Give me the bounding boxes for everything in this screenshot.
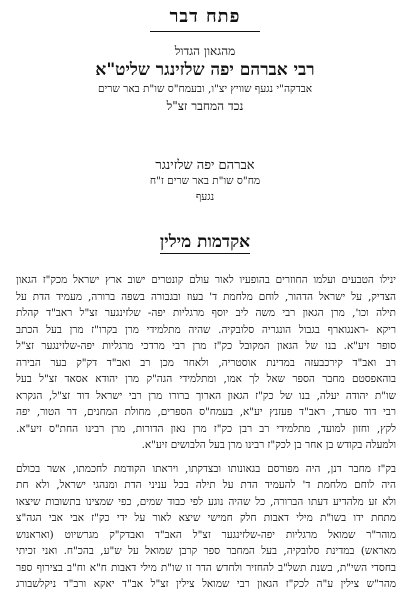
author-position: אבדקה"י נגעף שוויץ יצ"ו, ובעמח"ס שו"ת באר שרים [97,83,313,95]
signature-name: אברהם יפה שלזינגר [155,158,255,173]
section-heading [0,232,410,252]
body-line: הצדיק, על ישראל הדהור, לוחם מלחמת ד' בעוז ובגבורה בשפה ברורה, מעמיד הדת על [16,290,396,303]
body-line: רב ואב"ד קירכבעזה במדינת אוסטריה, ולאחר מכן רב ואב"ד דק"ק בער הבירה [16,356,396,369]
body-text [16,272,396,593]
body-line: תילה וכו', מרן הגאון רבי משה ליב יוסף מרגליות יפה- שלזינגער זצ"ל ראב"ד קהלת [16,307,396,319]
body-line: סופר זיע"א. בנו של הגאון המקובל כק"ז מרן רבי מרדכי מרגליות יפה-שלזינגער זצ"ל [16,340,396,352]
body-line: רבי דוד סערד, ראב"ד פעזנץ יע"א, בעמח"ס הספרים, מחולת המחנים, דר הטור, יפה [16,406,396,418]
signature-title: מח"ס שו"ת באר שרים ז"ח [149,175,261,187]
body-line: לקץ, וחזון למועד, מתלמידי רב רבן כק"ז מרן נאון הדורות, מרן רבינו החת"ס זיע"א. [16,422,396,435]
body-line: מהר"ש צילין ע"ה לכק"ז הגאון רבי שמואל צילין זצ"ל אב"ד יאקא ורב"ד ניקלשבורג [16,578,396,590]
title-underline [150,31,260,32]
body-line: ינילו הטבעים ועלמו החוזרים בהופעיו לאור עולם קונטרים ישוב ארץ ישראל מכק"ז הגאון [16,274,396,286]
body-line: היה לוחם מלחמת ד' להעמיד הדת על תילה בכל עניני הדת ומנהגי ישראל, ולא חת [16,479,396,491]
author-honorific: מהגאון הגדול [174,44,236,58]
body-line: ולא זע מלהדיע דעתו הברורה, כל שהיה נוגע לפי כבוד שמים, כפי שמצינו בתשובות שיצאו [16,495,396,508]
author-name: רבי אברהם יפה שלזינגר שליט"א [95,60,315,80]
section-heading-text: אקדמות מילין [159,232,251,252]
body-line: ולמעלה בקודש בן אחר בן לכק"ז רבינו מרן בעל הלבושים זיע"א. [141,439,396,451]
body-line: בק"ז מחבר דנן, היה מפורסם בגאונותו ובצדקתו, ויראתו הקודמת לחכמתו, אשר בכולם [16,462,396,475]
signature-place: נגעף [195,191,215,203]
author-relation: נכד המחבר זצ"ל [166,99,244,113]
page-title: פתח דבר [169,6,241,27]
body-line: מתחת ידו בשו"ת מילי דאבות חלק חמישי שיצא לאור על ידי כק"ז אבי אבי הגה"צ [16,512,396,524]
body-line: בחסדי השי"ת, בשנת תשל"ב להחזיר ולחדש הדר זו שו"ת מילי דאבות ח"א וח"ב בצירוף ספר [16,561,396,574]
body-line: מאראש) במדינת סלובקיה, בעל המחבר ספר קרבן שמואל על ש"ע, בהכ"ח. ואני זכיתי [16,545,396,557]
body-line: ריקא -ראנגוארף בגבול הונגריה סלובקיה. שהיה מתלמידי מרן בקרו"ז מרן בעל הכתב [16,323,396,336]
paragraph-gap [16,454,396,461]
body-line: שו"ת יהודה יעלה, בנו של כק"ז הגאון הארוך ברורו מרן רבי ישראל דוד זצ"ל, הגקרא [16,389,396,402]
body-line: מוהר"ר שמואל מרגליות יפה-שלזינגער זצ"ל האב"ד ואבדק"ק מגרשיוט (ואראנוש [16,528,396,541]
body-line: בוהאפסטם מחבר הספר שאל לך אמו, ומתלמידי הגה"ק מרן יהודא אסאד זצ"ל בעל [16,373,396,385]
